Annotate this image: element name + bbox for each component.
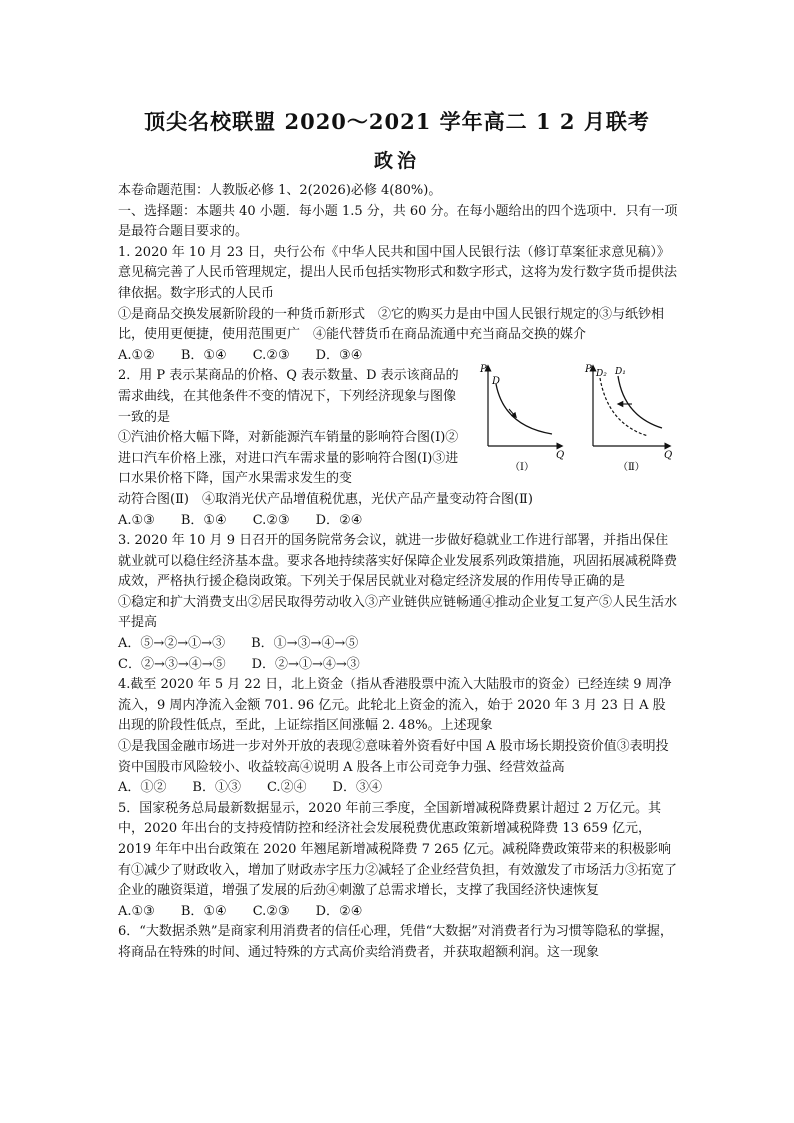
question-4-items: ①是我国金融市场进一步对外开放的表现②意味着外资看好中国 A 股市场长期投资价值③表明投资中国股市风险较小、收益较高④说明 A 股各上市公司竞争力强、经营效益高 [118,739,669,775]
chart-1-y-label: P [480,364,487,376]
chart-1-curve-label: D [492,376,501,388]
question-2-items: ①汽油价格大幅下降，对新能源汽车销量的影响符合图(I)②进口汽车价格上涨，对进口汽车需求量的影响符合图(I)③进口水果价格下降，国产水果需求发生的变 [118,430,459,487]
chart-2-curve-d2 [600,378,648,436]
chart-2-x-label: Q [664,450,673,462]
question-1-items: ①是商品交换发展新阶段的一种货币新形式 ②它的购买力是由中国人民银行规定的③与纸钞相比，使用更便捷，使用范围更广 ④能代替货币在商品流通中充当商品交换的媒介 [118,306,665,343]
question-4-stem: 4.截至 2020 年 5 月 22 日，北上资金（指从香港股票中流入大陆股市的资金）已经连续 9 周净流入，9 周内净流入金额 701. 96 亿元。此轮北上资金的流入，始于 2020 年 3 月 23 日 A 股出现的阶段性低点，至此，上证综指区间涨幅 2. 48%。上述现象 [118,677,672,734]
scope-note: 本卷命题范围：人教版必修 1、2(2026)必修 4(80%)。 [118,183,442,198]
section-instructions: 一、选择题：本题共 40 小题．每小题 1.5 分，共 60 分。在每小题给出的四个选项中．只有一项是最符合题目要求的。 [118,203,678,240]
question-6-stem: 6．“大数据杀熟”是商家利用消费者的信任心理，凭借“大数据”对消费者行为习惯等隐私的掌握，将商品在特殊的时间、通过特殊的方式高价卖给消费者，并获取超额利润。这一现象 [118,924,673,960]
question-2-options: A.①③ B．①④ C.②③ D．②④ [118,512,363,528]
question-3-stem: 3. 2020 年 10 月 9 日召开的国务院常务会议，就进一步做好稳就业工作进行部署，并指出保住就业就可以稳住经济基本盘。要求各地持续落实好保障企业发展系列政策措施，巩固拓展减税降费成效，严格执行援企稳岗政策。下列关于保居民就业对稳定经济发展的作用传导正确的是 [118,533,678,590]
chart-1-demand-curve [496,384,552,434]
question-5-stem: 5．国家税务总局最新数据显示，2020 年前三季度，全国新增减税降费累计超过 2 万亿元。其中，2020 年出台的支持疫情防控和经济社会发展税费优惠政策新增减税降费 13 659 亿元，2019 年年中出台政策在 2020 年翘尾新增减税降费 7 265 亿元。减税降费政策带来的积极影响有①减少了财政收入，增加了财政赤字压力②减轻了企业经营负担，有效激发了市场活力③拓宽了企业的融资渠道，增强了发展的后劲④刺激了总需求增长，支撑了我国经济快速恢复 [118,800,678,899]
question-1-stem: 1. 2020 年 10 月 23 日，央行公布《中华人民共和国中国人民银行法（修订草案征求意见稿）》意见稿完善了人民币管理规定，提出人民币包括实物形式和数字形式，这将为发行数字货币提供法律依据。数字形式的人民币 [118,244,678,301]
chart-1-x-label: Q [556,450,565,462]
question-3-options-ab: A．⑤→②→①→③ B．①→③→④→⑤ [118,636,359,652]
chart-1-caption: （Ⅰ） [510,462,534,474]
chart-2-y-label: P [585,364,592,376]
chart-2-curve-d1 [618,376,662,428]
exam-content [118,181,678,964]
subject-title: 政治 [373,150,420,172]
question-5-options: A.①③ B．①④ C.②③ D．②④ [118,903,363,919]
question-4-options: A．①② B．①③ C.②④ D．③④ [118,780,382,796]
chart-1 [479,364,564,473]
question-1-options: A.①② B．①④ C.②③ D．③④ [118,347,363,363]
chart-2-label-d1: D₁ [615,367,626,378]
question-2 [118,366,678,490]
question-3-items: ①稳定和扩大消费支出②居民取得劳动收入③产业链供应链畅通④推动企业复工复产⑤人民生活水平提高 [118,594,678,631]
demand-curve-charts [478,354,683,484]
demand-curve-figure [478,354,683,484]
chart-2 [584,364,672,473]
chart-2-caption: （Ⅱ） [618,462,645,474]
exam-title: 顶尖名校联盟 2020～2021 学年高二 1 2 月联考 [144,109,650,134]
question-3-options-cd: C．②→③→④→⑤ D．②→①→④→③ [118,656,360,672]
question-2-items-cont: 动符合图(Ⅱ) ④取消光伏产品增值税优惠，光伏产品产量变动符合图(Ⅱ) [118,491,533,507]
chart-2-label-d2: D₂ [596,369,607,380]
question-2-stem: 2．用 P 表示某商品的价格、Q 表示数量、D 表示该商品的需求曲线，在其他条件不变的情况下，下列经济现象与图像一致的是 [118,368,459,425]
